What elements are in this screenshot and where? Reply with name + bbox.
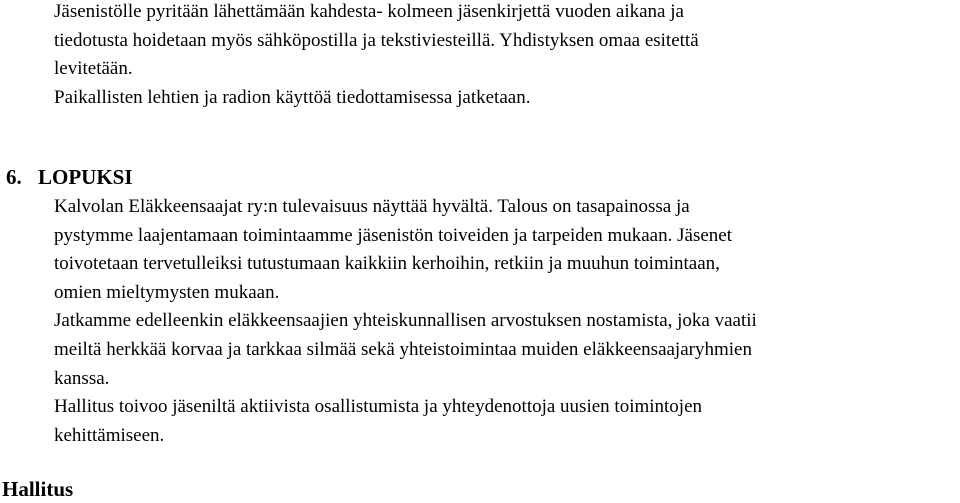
section-heading [6, 163, 133, 191]
text-line: toivotetaan tervetulleiksi tutustumaan kaikkiin kerhoihin, retkiin ja muuhun toimintaan, [54, 253, 720, 275]
signature: Hallitus [2, 477, 74, 501]
text-line: Kalvolan Eläkkeensaajat ry:n tulevaisuus näyttää hyvältä. Talous on tasapainossa ja [54, 196, 690, 217]
text-line: levitetään. [54, 58, 133, 80]
section-title: LOPUKSI [38, 165, 133, 189]
text-line: Hallitus toivoo jäseniltä aktiivista osallistumista ja yhteydenottoja uusien toimintojen [54, 396, 703, 418]
text-line: Jatkamme edelleenkin eläkkeensaajien yhteiskunnallisen arvostuksen nostamista, joka vaatii [54, 310, 757, 332]
text-line: Paikallisten lehtien ja radion käyttöä tiedottamisessa jatketaan. [54, 86, 531, 108]
text-line: Jäsenistölle pyritään lähettämään kahdesta- kolmeen jäsenkirjettä vuoden aikana ja [54, 1, 684, 22]
text-line: omien mieltymysten mukaan. [54, 281, 280, 303]
text-line: pystymme laajentamaan toimintaamme jäsenistön toiveiden ja tarpeiden mukaan. Jäsenet [54, 224, 732, 246]
conclusion-paragraph [54, 193, 958, 450]
section-number: 6. [6, 165, 22, 189]
text-line: kanssa. [54, 367, 110, 389]
communication-paragraph [54, 0, 958, 112]
text-line: kehittämiseen. [54, 424, 165, 446]
text-line: meiltä herkkää korvaa ja tarkkaa silmää sekä yhteistoimintaa muiden eläkkeensaajaryhmien [54, 338, 752, 360]
text-line: tiedotusta hoidetaan myös sähköpostilla ja tekstiviesteillä. Yhdistyksen omaa esitettä [54, 29, 699, 51]
